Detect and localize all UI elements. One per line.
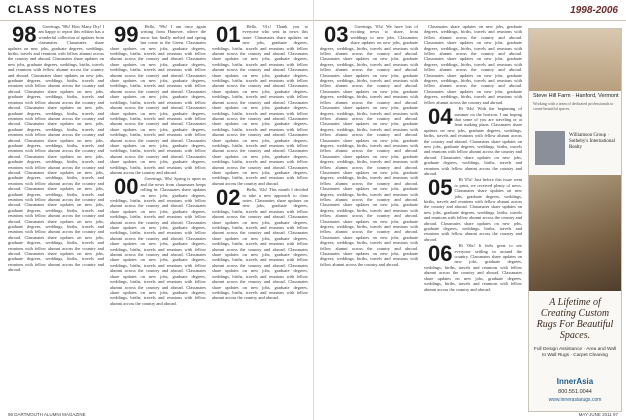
year-drop-02: 02 <box>216 185 241 211</box>
year-range: 1998-2006 <box>570 5 618 16</box>
note-03b-body: Classmates share updates on new jobs, graduate degrees, weddings, births, travels and reunions with fellow alumni across the country and abroad. Classmates share updates on new jobs, graduate degrees, weddings, births, travels and reunions with fellow alumni across the country and abroad. Classmates share updates on new jobs, graduate degrees, weddings, births, travels and reunions with fellow alumni across the country and abroad. Classmates share updates on new jobs, graduate degrees, weddings, births, travels and reunions with fellow alumni across the country and abroad. Classmates share updates on new jobs, graduate degrees, weddings, births, travels and reunions with fellow alumni across the country and abroad. <box>424 24 522 105</box>
ad-agent-name: Steve Hill Farm · Hanford, Vermont <box>533 93 619 99</box>
ad-url-link[interactable]: www.innerasiarugs.com <box>548 397 602 403</box>
footer-left: 96 DARTMOUTH ALUMNI MAGAZINE <box>8 412 86 417</box>
ad-agent-sub: Working with a team of dedicated professionals to create beautiful spaces. <box>533 101 614 111</box>
note-05-body: 05 Hi '05s! Just before this issue went to print, we received plenty of news. Classmates share updates on new jobs, graduate degrees, weddings, births, travels and reunions with fellow alumni across the country and abroad. Classmates share updates on new jobs, graduate degrees, weddings, births, travels and reunions with fellow alumni across the country and abroad. Classmates share updates on new jobs, graduate degrees, weddings, births, travels and reunions with fellow alumni across the country and abroad. <box>424 175 522 242</box>
year-drop-01: 01 <box>216 24 241 47</box>
column-5 <box>424 24 522 408</box>
note-00-body: 00 Greetings, '00s! Spring is upon us and the news from classmates keeps rolling in. Classmates share updates on new jobs, graduate degrees, weddings, births, travels and reunions with fellow alumni across the country and abroad. Classmates share updates on new jobs, graduate degrees, weddings, births, travels and reunions with fellow alumni across the country and abroad. Classmates share updates on new jobs, graduate degrees, weddings, births, travels and reunions with fellow alumni across the country and abroad. Classmates share updates on new jobs, graduate degrees, weddings, births, travels and reunions with fellow alumni across the country and abroad. Classmates share updates on new jobs, graduate degrees, weddings, births, travels and reunions with fellow alumni across the country and abroad. Classmates share updates on new jobs, graduate degrees, weddings, births, travels and reunions with fellow alumni across the country and abroad. Classmates share updates on new jobs, graduate degrees, weddings, births, travels and reunions with fellow alumni across the country and abroad. <box>110 174 206 306</box>
ad-headline: A Lifetime of Creating Custom Rugs For Beautiful Spaces. <box>536 297 614 341</box>
gutter-divider <box>313 0 314 420</box>
ad-phone: 800.551.0044 <box>558 389 592 395</box>
year-drop-05: 05 <box>428 175 453 201</box>
rug-advertisement[interactable] <box>528 28 622 412</box>
column-1 <box>8 24 104 408</box>
note-04-body: 04 Hi '04s! With the beginning of summer on the horizon, I am hoping that some of you are traveling or at least making plans. Classmates share updates on new jobs, graduate degrees, weddings, births, travels and reunions with fellow alumni across the country and abroad. Classmates share updates on new jobs, graduate degrees, weddings, births, travels and reunions with fellow alumni across the country and abroad. Classmates share updates on new jobs, graduate degrees, weddings, births, travels and reunions with fellow alumni across the country and abroad. <box>424 104 522 176</box>
ad-portrait-photo <box>535 131 565 165</box>
year-drop-03: 03 <box>324 24 349 47</box>
ad-brand: InnerAsia <box>556 377 594 386</box>
ad-rug-photo <box>529 175 621 291</box>
year-drop-04: 04 <box>428 104 453 130</box>
note-01-body: 01 Hello, '01s! Thank you to everyone who sent in news this issue. Classmates share updates on new jobs, graduate degrees, weddings, births, travels and reunions with fellow alumni across the country and abroad. Classmates share updates on new jobs, graduate degrees, weddings, births, travels and reunions with fellow alumni across the country and abroad. Classmates share updates on new jobs, graduate degrees, weddings, births, travels and reunions with fellow alumni across the country and abroad. Classmates share updates on new jobs, graduate degrees, weddings, births, travels and reunions with fellow alumni across the country and abroad. Classmates share updates on new jobs, graduate degrees, weddings, births, travels and reunions with fellow alumni across the country and abroad. Classmates share updates on new jobs, graduate degrees, weddings, births, travels and reunions with fellow alumni across the country and abroad. Classmates share updates on new jobs, graduate degrees, weddings, births, travels and reunions with fellow alumni across the country and abroad. Classmates share updates on new jobs, graduate degrees, weddings, births, travels and reunions with fellow alumni across the country and abroad. Classmates share updates on new jobs, graduate degrees, weddings, births, travels and reunions with fellow alumni across the country and abroad. <box>212 24 308 186</box>
note-99-body: 99 Hello, '99s! I am once again writing from Hanover, where the snow has finally melted and spring has come to the Green. Classmates share updates on new jobs, graduate degrees, weddings, births, travels and reunions with fellow alumni across the country and abroad. Classmates share updates on new jobs, graduate degrees, weddings, births, travels and reunions with fellow alumni across the country and abroad. Classmates share updates on new jobs, graduate degrees, weddings, births, travels and reunions with fellow alumni across the country and abroad. Classmates share updates on new jobs, graduate degrees, weddings, births, travels and reunions with fellow alumni across the country and abroad. Classmates share updates on new jobs, graduate degrees, weddings, births, travels and reunions with fellow alumni across the country and abroad. Classmates share updates on new jobs, graduate degrees, weddings, births, travels and reunions with fellow alumni across the country and abroad. Classmates share updates on new jobs, graduate degrees, weddings, births, travels and reunions with fellow alumni across the country and abroad. Classmates share updates on new jobs, graduate degrees, weddings, births, travels and reunions with fellow alumni across the country and abroad. <box>110 24 206 175</box>
note-98-body: 98 Greetings, '98s! How Many Dry! I am happy to report this edition has a wonderful collection of updates from classmates. Classmates share updates on new jobs, graduate degrees, weddings, births, travels and reunions with fellow alumni across the country and abroad. Classmates share updates on new jobs, graduate degrees, weddings, births, travels and reunions with fellow alumni across the country and abroad. Classmates share updates on new jobs, graduate degrees, weddings, births, travels and reunions with fellow alumni across the country and abroad. Classmates share updates on new jobs, graduate degrees, weddings, births, travels and reunions with fellow alumni across the country and abroad. Classmates share updates on new jobs, graduate degrees, weddings, births, travels and reunions with fellow alumni across the country and abroad. Classmates share updates on new jobs, graduate degrees, weddings, births, travels and reunions with fellow alumni across the country and abroad. Classmates share updates on new jobs, graduate degrees, weddings, births, travels and reunions with fellow alumni across the country and abroad. Classmates share updates on new jobs, graduate degrees, weddings, births, travels and reunions with fellow alumni across the country and abroad. Classmates share updates on new jobs, graduate degrees, weddings, births, travels and reunions with fellow alumni across the country and abroad. Classmates share updates on new jobs, graduate degrees, weddings, births, travels and reunions with fellow alumni across the country and abroad. Classmates share updates on new jobs, graduate degrees, weddings, births, travels and reunions with fellow alumni across the country and abroad. Classmates share updates on new jobs, graduate degrees, weddings, births, travels and reunions with fellow alumni across the country and abroad. Classmates share updates on new jobs, graduate degrees, weddings, births, travels and reunions with fellow alumni across the country and abroad. Classmates share updates on new jobs, graduate degrees, weddings, births, travels and reunions with fellow alumni across the country and abroad. <box>8 24 104 273</box>
ad-realty-logo: Williamson Group · Sotheby's International Realty <box>569 133 616 150</box>
ad-services: Full Design Assistance · Area and Wall to Wall Rugs · Carpet Cleaning <box>533 347 617 358</box>
column-3 <box>212 24 308 408</box>
year-drop-99: 99 <box>114 24 139 47</box>
column-4 <box>320 24 418 408</box>
year-drop-06: 06 <box>428 241 453 267</box>
note-06-body: 06 Hi '06s! It feels great to see everyone settling in around the country. Classmates share updates on new jobs, graduate degrees, weddings, births, travels and reunions with fellow alumni across the country and abroad. Classmates share updates on new jobs, graduate degrees, weddings, births, travels and reunions with fellow alumni across the country and abroad. <box>424 241 522 292</box>
note-03-body: 03 Greetings, '03s! We have lots of exciting news to share, from weddings to new jobs. Classmates share updates on new jobs, graduate degrees, weddings, births, travels and reunions with fellow alumni across the country and abroad. Classmates share updates on new jobs, graduate degrees, weddings, births, travels and reunions with fellow alumni across the country and abroad. Classmates share updates on new jobs, graduate degrees, weddings, births, travels and reunions with fellow alumni across the country and abroad. Classmates share updates on new jobs, graduate degrees, weddings, births, travels and reunions with fellow alumni across the country and abroad. Classmates share updates on new jobs, graduate degrees, weddings, births, travels and reunions with fellow alumni across the country and abroad. Classmates share updates on new jobs, graduate degrees, weddings, births, travels and reunions with fellow alumni across the country and abroad. Classmates share updates on new jobs, graduate degrees, weddings, births, travels and reunions with fellow alumni across the country and abroad. Classmates share updates on new jobs, graduate degrees, weddings, births, travels and reunions with fellow alumni across the country and abroad. Classmates share updates on new jobs, graduate degrees, weddings, births, travels and reunions with fellow alumni across the country and abroad. Classmates share updates on new jobs, graduate degrees, weddings, births, travels and reunions with fellow alumni across the country and abroad. Classmates share updates on new jobs, graduate degrees, weddings, births, travels and reunions with fellow alumni across the country and abroad. Classmates share updates on new jobs, graduate degrees, weddings, births, travels and reunions with fellow alumni across the country and abroad. Classmates share updates on new jobs, graduate degrees, weddings, births, travels and reunions with fellow alumni across the country and abroad. Classmates share updates on new jobs, graduate degrees, weddings, births, travels and reunions with fellow alumni across the country and abroad. <box>320 24 418 267</box>
section-title: CLASS NOTES <box>8 4 98 16</box>
year-drop-98: 98 <box>12 24 37 47</box>
ad-house-photo <box>529 29 621 91</box>
note-02-body: 02 Hello, '02s! This month I decided to take a new approach to class notes. Classmates share updates on new jobs, graduate degrees, weddings, births, travels and reunions with fellow alumni across the country and abroad. Classmates share updates on new jobs, graduate degrees, weddings, births, travels and reunions with fellow alumni across the country and abroad. Classmates share updates on new jobs, graduate degrees, weddings, births, travels and reunions with fellow alumni across the country and abroad. Classmates share updates on new jobs, graduate degrees, weddings, births, travels and reunions with fellow alumni across the country and abroad. Classmates share updates on new jobs, graduate degrees, weddings, births, travels and reunions with fellow alumni across the country and abroad. Classmates share updates on new jobs, graduate degrees, weddings, births, travels and reunions with fellow alumni across the country and abroad. <box>212 185 308 301</box>
column-2 <box>110 24 206 408</box>
year-drop-00: 00 <box>114 174 139 200</box>
footer-right: MAY-JUNE 2011 97 <box>578 412 618 417</box>
